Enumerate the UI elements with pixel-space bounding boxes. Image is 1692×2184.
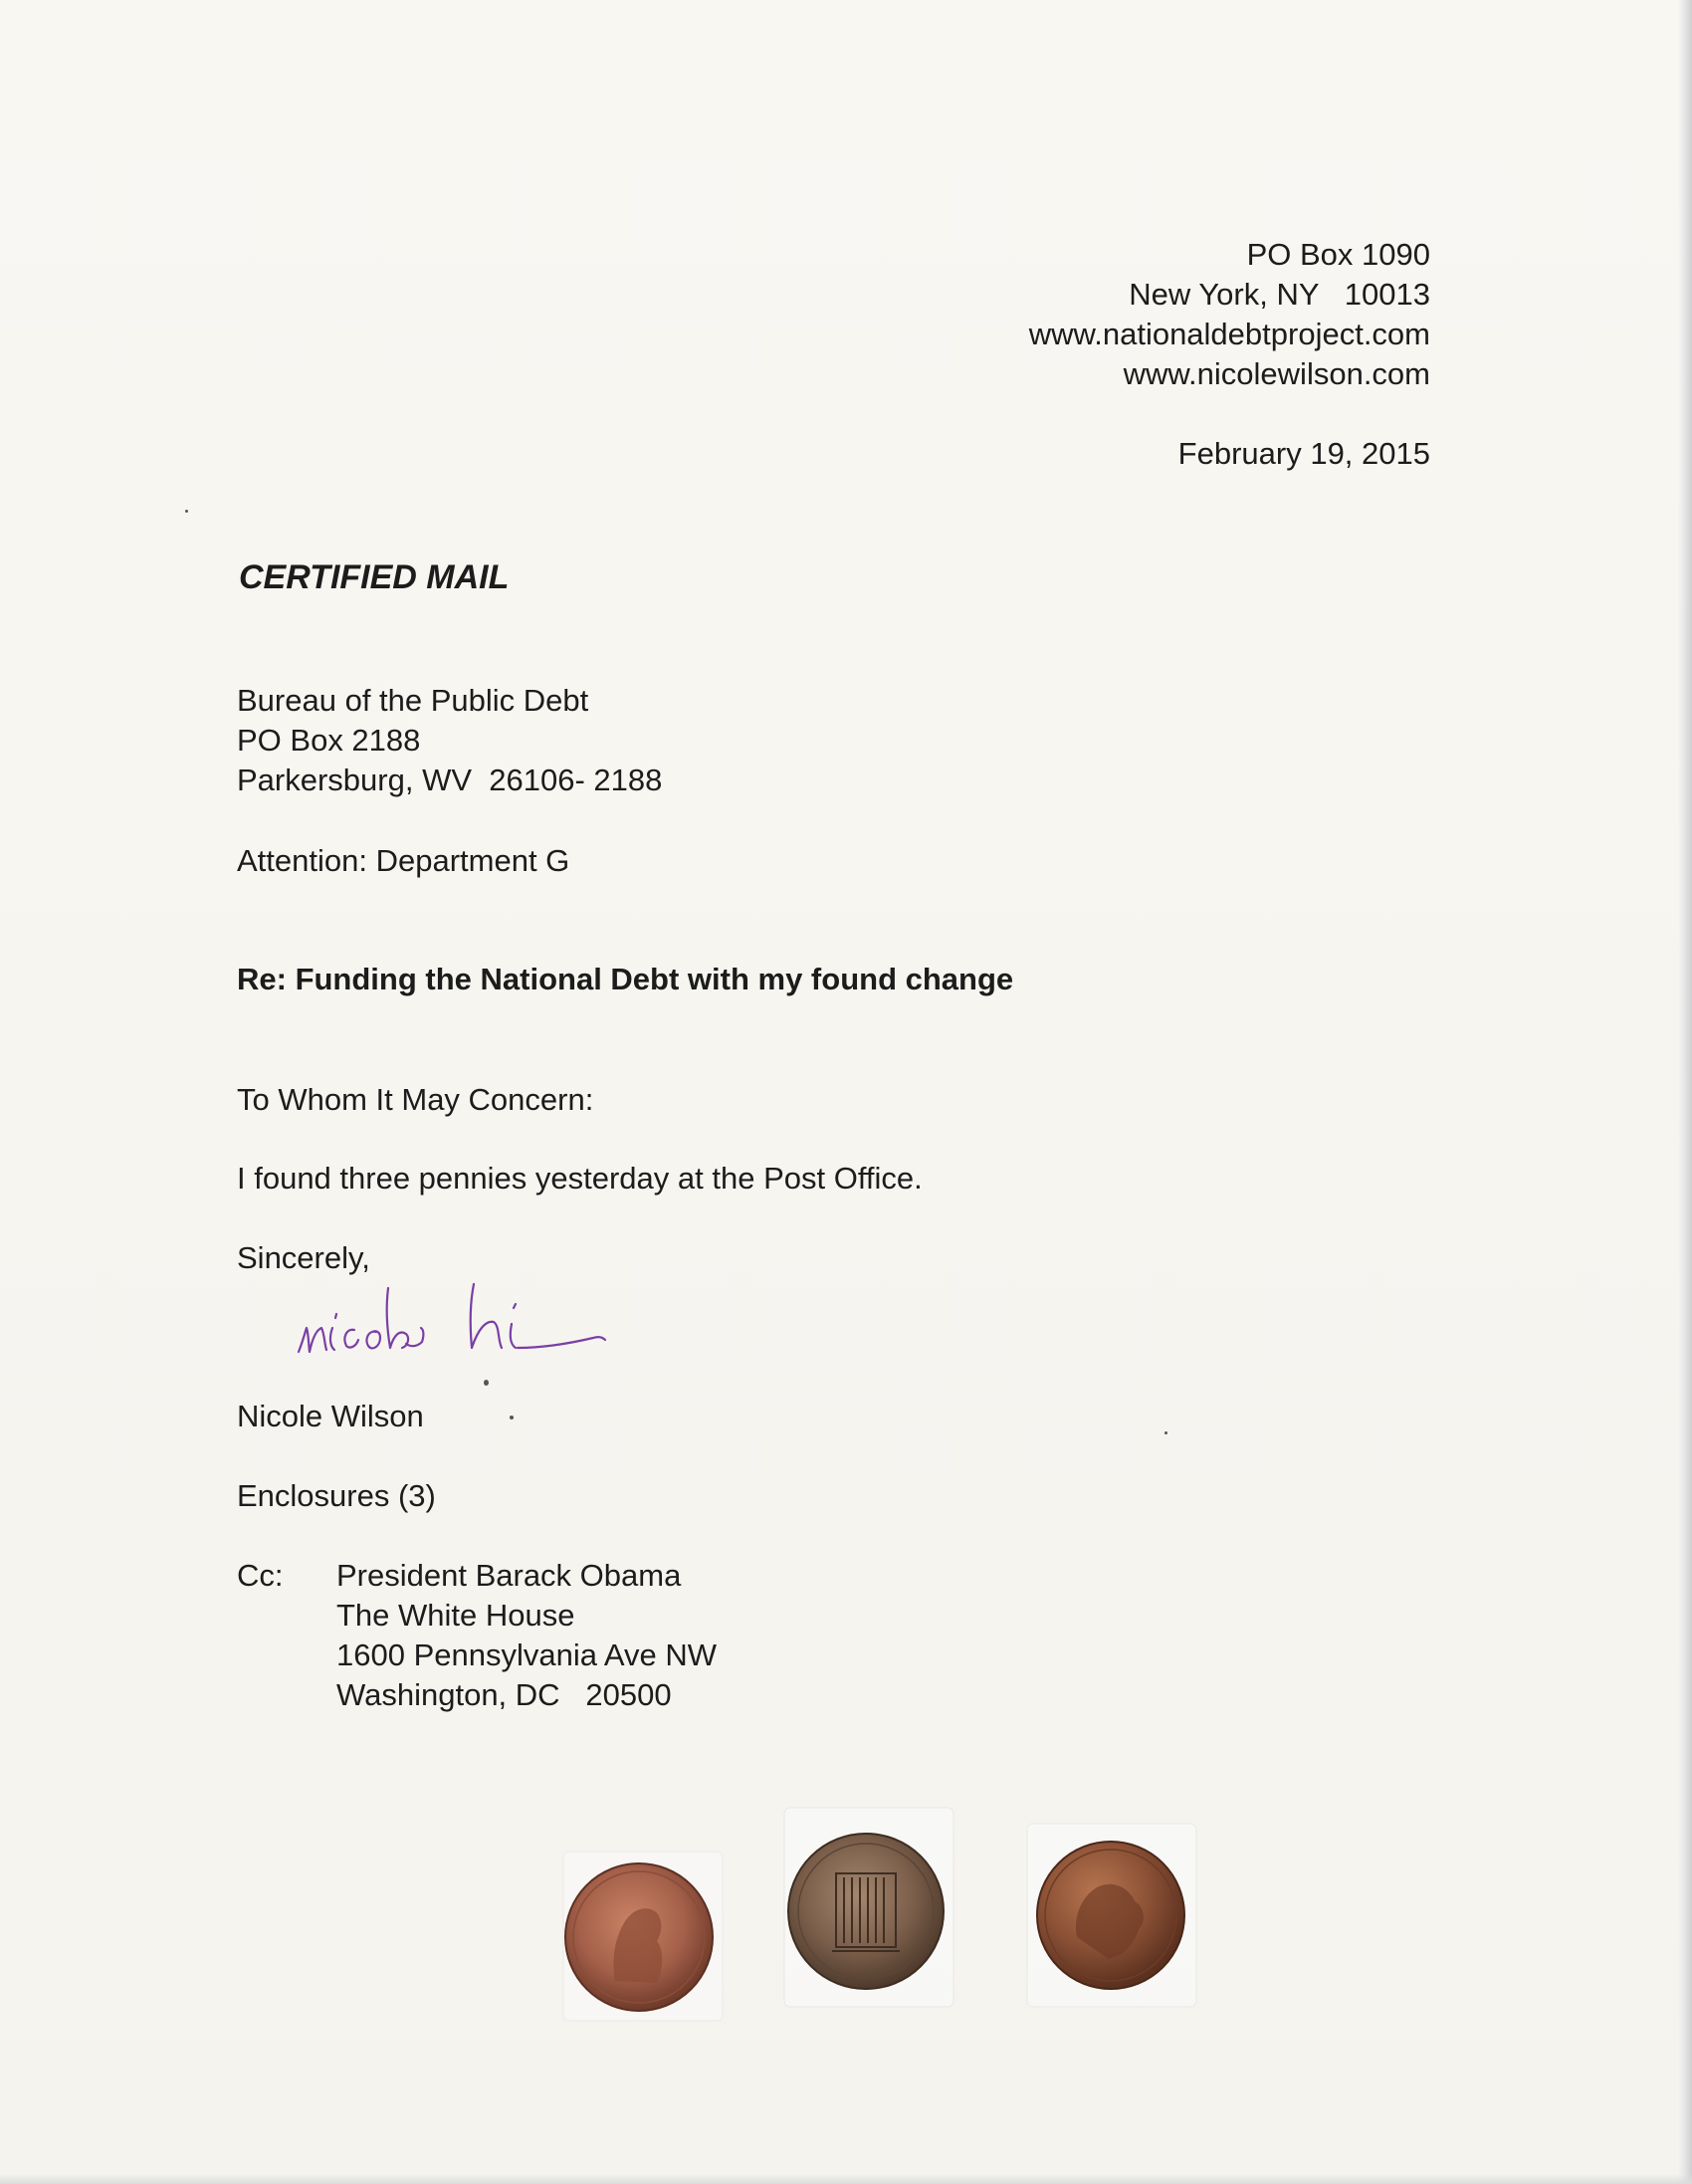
sender-city: New York, NY 10013: [1129, 277, 1430, 312]
penny-middle-reverse: [766, 1804, 965, 2023]
cc-street: 1600 Pennsylvania Ave NW: [336, 1638, 717, 1672]
paper-speck: [185, 510, 188, 513]
sender-website-1: www.nationaldebtproject.com: [1028, 317, 1430, 351]
recipient-address: [237, 681, 662, 800]
cc-name: President Barack Obama: [336, 1558, 682, 1593]
subject-line: Re: Funding the National Debt with my found change: [237, 962, 1014, 996]
closing: Sincerely,: [237, 1240, 370, 1275]
scan-right-edge: [1678, 0, 1692, 2184]
letter-date: February 19, 2015: [1177, 436, 1430, 471]
cc-label: Cc:: [237, 1558, 284, 1593]
letter-body: I found three pennies yesterday at the Post Office.: [237, 1161, 923, 1196]
signer-name: Nicole Wilson: [237, 1399, 424, 1433]
sender-po-box: PO Box 1090: [1246, 237, 1430, 272]
certified-mail-heading: CERTIFIED MAIL: [239, 558, 510, 596]
paper-speck: [484, 1380, 489, 1386]
paper-speck: [510, 1416, 514, 1420]
sender-address: [1029, 235, 1430, 394]
paper-speck: [1164, 1431, 1167, 1434]
sender-website-2: www.nicolewilson.com: [1123, 356, 1430, 391]
cc-city: Washington, DC 20500: [336, 1677, 672, 1712]
recipient-city: Parkersburg, WV 26106- 2188: [237, 763, 663, 797]
scan-bottom-edge: [0, 2174, 1692, 2184]
penny-right-obverse: [1017, 1818, 1206, 2017]
penny-left-obverse: [545, 1842, 735, 2031]
handwritten-signature: [295, 1264, 633, 1364]
cc-building: The White House: [336, 1598, 575, 1633]
attention-line: Attention: Department G: [237, 843, 570, 878]
cc-address: [336, 1556, 717, 1715]
salutation: To Whom It May Concern:: [237, 1082, 594, 1117]
recipient-po-box: PO Box 2188: [237, 723, 421, 758]
enclosures-line: Enclosures (3): [237, 1478, 436, 1513]
recipient-name: Bureau of the Public Debt: [237, 683, 589, 718]
